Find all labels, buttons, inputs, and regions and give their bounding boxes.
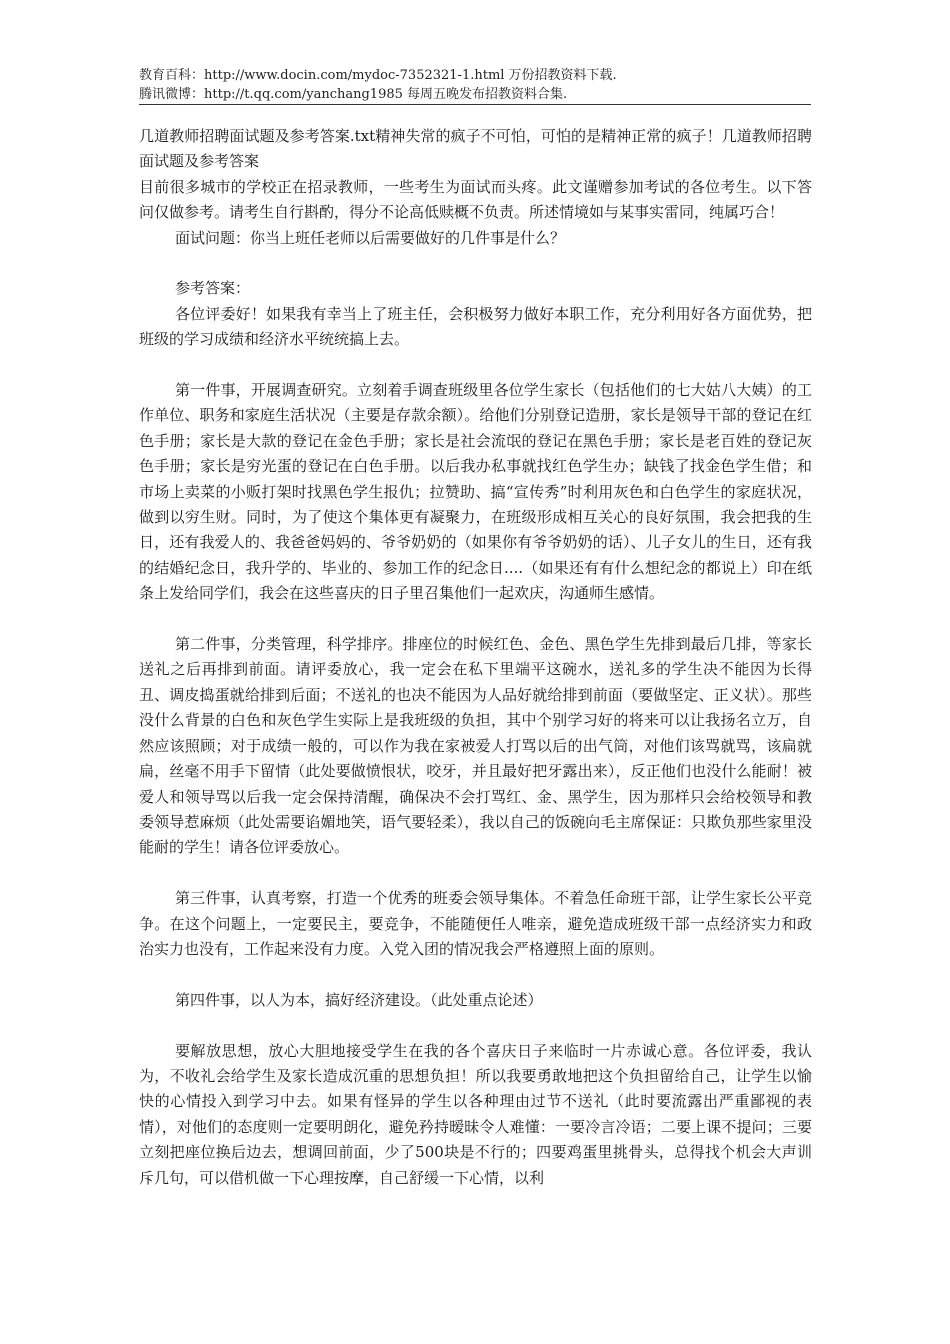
item-3-paragraph: 第三件事，认真考察，打造一个优秀的班委会领导集体。不着急任命班干部，让学生家长公平竞争。在这个问题上，一定要民主，要竞争，不能随便任人唯亲，避免造成班级干部一点经济实力和政治实力也没有，工作起来没有力度。入党入团的情况我会严格遵照上面的原则。 [139, 889, 812, 958]
paragraph-spacer [139, 1013, 812, 1038]
header-divider [139, 104, 811, 105]
answer-label: 参考答案： [175, 279, 251, 298]
paragraph-spacer [139, 861, 812, 886]
interview-question: 面试问题：你当上班任老师以后需要做好的几件事是什么？ [175, 228, 566, 247]
paragraph-spacer [139, 353, 812, 378]
answer-opening: 各位评委好！如果我有幸当上了班主任，会积极努力做好本职工作，充分利用好各方面优势，把班级的学习成绩和经济水平统统搞上去。 [139, 304, 812, 349]
header-line-weibo: 腾讯微博：http://t.qq.com/yanchang1985 每周五晚发布招教资料合集. [139, 87, 568, 102]
item-2-paragraph: 第二件事，分类管理，科学排序。排座位的时候红色、金色、黑色学生先排到最后几排，等家长送礼之后再排到前面。请评委放心，我一定会在私下里端平这碗水，送礼多的学生决不能因为长得丑、调皮捣蛋就给排到后面；不送礼的也决不能因为人品好就给排到前面（要做坚定、正义状）。那些没什么背景的白色和灰色学生实际上是我班级的负担，其中个别学习好的将来可以让我扬名立万，自然应该照顾；对于成绩一般的，可以作为我在家被爱人打骂以后的出气筒，对他们该骂就骂，该扁就扁，丝毫不用手下留情（此处要做愤恨状，咬牙，并且最好把牙露出来），反正他们也没什么能耐！被爱人和领导骂以后我一定会保持清醒，确保决不会打骂红、金、黑学生，因为那样只会给校领导和教委领导惹麻烦（此处需要谄媚地笑，语气要轻柔），我以自己的饭碗向毛主席保证：只欺负那些家里没能耐的学生！请各位评委放心。 [139, 635, 812, 857]
paragraph-spacer [139, 962, 812, 987]
paragraph-spacer [139, 607, 812, 632]
paragraph-spacer [139, 251, 812, 276]
item-4-heading: 第四件事，以人为本，搞好经济建设。（此处重点论述） [175, 990, 543, 1009]
document-title: 几道教师招聘面试题及参考答案.txt精神失常的疯子不可怕，可怕的是精神正常的疯子！几道教师招聘面试题及参考答案 [139, 127, 812, 171]
header-line-website: 教育百科：http://www.docin.com/mydoc-7352321-1.html 万份招教资料下载. [139, 68, 617, 83]
item-4-detail: 要解放思想，放心大胆地接受学生在我的各个喜庆日子来临时一片赤诚心意。各位评委，我认为，不收礼会给学生及家长造成沉重的思想负担！所以我要勇敢地把这个负担留给自己，让学生以愉快的心情投入到学习中去。如果有怪异的学生以各种理由过节不送礼（此时要流露出严重鄙视的表情），对他们的态度则一定要明朗化，避免矜持暧昧令人难懂：一要冷言冷语；二要上课不提问；三要立刻把座位换后边去，想调回前面，少了500块是不行的；四要鸡蛋里挑骨头，总得找个机会大声训斥几句，可以借机做一下心理按摩，自己舒缓一下心情，以利 [139, 1041, 812, 1187]
item-1-paragraph: 第一件事，开展调查研究。立刻着手调查班级里各位学生家长（包括他们的七大姑八大姨）的工作单位、职务和家庭生活状况（主要是存款余额）。给他们分别登记造册，家长是领导干部的登记在红色手册；家长是大款的登记在金色手册；家长是社会流氓的登记在黑色手册；家长是老百姓的登记灰色手册；家长是穷光蛋的登记在白色手册。以后我办私事就找红色学生办；缺钱了找金色学生借；和市场上卖菜的小贩打架时找黑色学生报仇；拉赞助、搞“宣传秀”时利用灰色和白色学生的家庭状况，做到以穷生财。同时，为了使这个集体更有凝聚力，在班级形成相互关心的良好氛围，我会把我的生日，还有我爱人的、我爸爸妈妈的、爷爷奶奶的（如果你有爷爷奶奶的话）、儿子女儿的生日，还有我的结婚纪念日，我升学的、毕业的、参加工作的纪念日....（如果还有有什么想纪念的都说上）印在纸条上发给同学们，我会在这些喜庆的日子里召集他们一起欢庆，沟通师生感情。 [139, 381, 812, 603]
intro-paragraph: 目前很多城市的学校正在招录教师，一些考生为面试而头疼。此文谨赠参加考试的各位考生。以下答问仅做参考。请考生自行斟酌，得分不论高低赎概不负责。所述情境如与某事实雷同，纯属巧合！ [139, 177, 812, 222]
document-body [139, 124, 812, 1191]
page-header [139, 66, 811, 104]
